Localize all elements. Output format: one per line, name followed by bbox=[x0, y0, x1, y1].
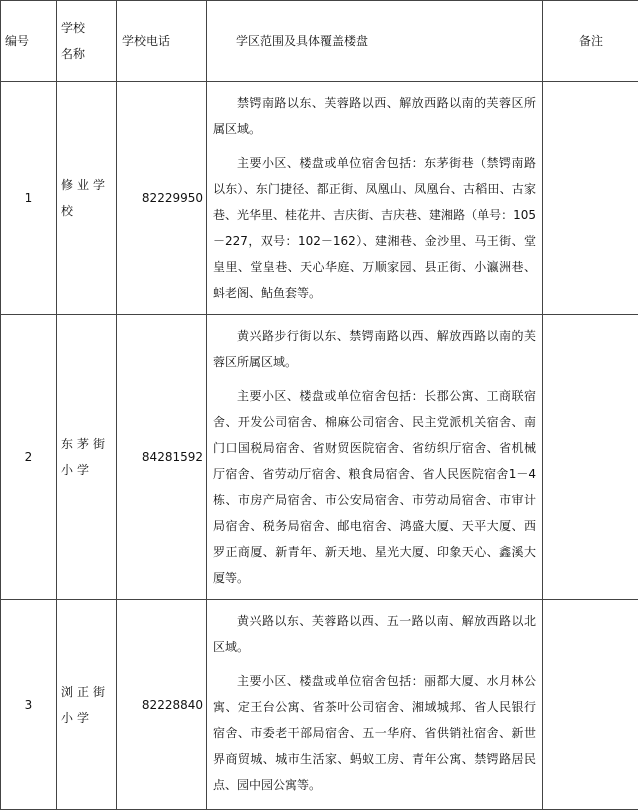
table-row bbox=[1, 600, 638, 810]
district-communities: 主要小区、楼盘或单位宿舍包括：丽都大厦、水月林公寓、定王台公寓、省茶叶公司宿舍、湘域城邦、省人民银行宿舍、市委老干部局宿舍、五一华府、省供销社宿舍、新世界商贸城、城市生活家、蚂蚁工房、青年公寓、禁锷路居民点、园中园公寓等。 bbox=[213, 668, 536, 798]
row-number: 2 bbox=[1, 315, 57, 600]
row-number: 3 bbox=[1, 600, 57, 810]
district-communities: 主要小区、楼盘或单位宿舍包括：东茅街巷（禁锷南路以东）、东门捷径、都正街、凤凰山、凤凰台、古稻田、古家巷、光华里、桂花井、吉庆街、吉庆巷、建湘路（单号：105－227，双号：102－162）、建湘巷、金沙里、马王街、堂皇里、堂皇巷、天心华庭、万顺家园、县正街、小瀛洲巷、蚪老阁、鲇鱼套等。 bbox=[213, 150, 536, 306]
header-school-name-line2: 名称 bbox=[61, 41, 116, 67]
school-phone: 82229950 bbox=[117, 82, 207, 315]
header-phone: 学校电话 bbox=[117, 1, 207, 82]
district-scope bbox=[207, 600, 543, 810]
district-area: 禁锷南路以东、芙蓉路以西、解放西路以南的芙蓉区所属区域。 bbox=[213, 90, 536, 142]
header-scope: 学区范围及具体覆盖楼盘 bbox=[207, 1, 543, 82]
school-name-line2: 校 bbox=[61, 198, 116, 224]
header-remarks: 备注 bbox=[543, 1, 638, 82]
header-number: 编号 bbox=[1, 1, 57, 82]
school-phone: 84281592 bbox=[117, 315, 207, 600]
district-communities: 主要小区、楼盘或单位宿舍包括：长郡公寓、工商联宿舍、开发公司宿舍、棉麻公司宿舍、民主党派机关宿舍、南门口国税局宿舍、省财贸医院宿舍、省纺织厅宿舍、省机械厅宿舍、省劳动厅宿舍、粮食局宿舍、省人民医院宿舍1－4栋、市房产局宿舍、市公安局宿舍、市劳动局宿舍、市审计局宿舍、税务局宿舍、邮电宿舍、鸿盛大厦、天平大厦、西罗正商厦、新青年、新天地、星光大厦、印象天心、鑫溪大厦等。 bbox=[213, 383, 536, 591]
remarks-cell bbox=[543, 600, 638, 810]
school-name-line1: 东茅街 bbox=[61, 431, 116, 457]
school-name bbox=[57, 600, 117, 810]
school-name bbox=[57, 82, 117, 315]
district-scope bbox=[207, 315, 543, 600]
district-area: 黄兴路以东、芙蓉路以西、五一路以南、解放西路以北区域。 bbox=[213, 608, 536, 660]
district-scope bbox=[207, 82, 543, 315]
table-row bbox=[1, 82, 638, 315]
remarks-cell bbox=[543, 82, 638, 315]
school-name-line1: 修业学 bbox=[61, 172, 116, 198]
district-area: 黄兴路步行街以东、禁锷南路以西、解放西路以南的芙蓉区所属区域。 bbox=[213, 323, 536, 375]
remarks-cell bbox=[543, 315, 638, 600]
school-name-line2: 小学 bbox=[61, 705, 116, 731]
school-name-line1: 浏正街 bbox=[61, 679, 116, 705]
header-school-name bbox=[57, 1, 117, 82]
school-name-line2: 小学 bbox=[61, 457, 116, 483]
school-phone: 82228840 bbox=[117, 600, 207, 810]
table-row bbox=[1, 315, 638, 600]
header-row bbox=[1, 1, 638, 82]
row-number: 1 bbox=[1, 82, 57, 315]
header-school-name-line1: 学校 bbox=[61, 15, 116, 41]
school-name bbox=[57, 315, 117, 600]
